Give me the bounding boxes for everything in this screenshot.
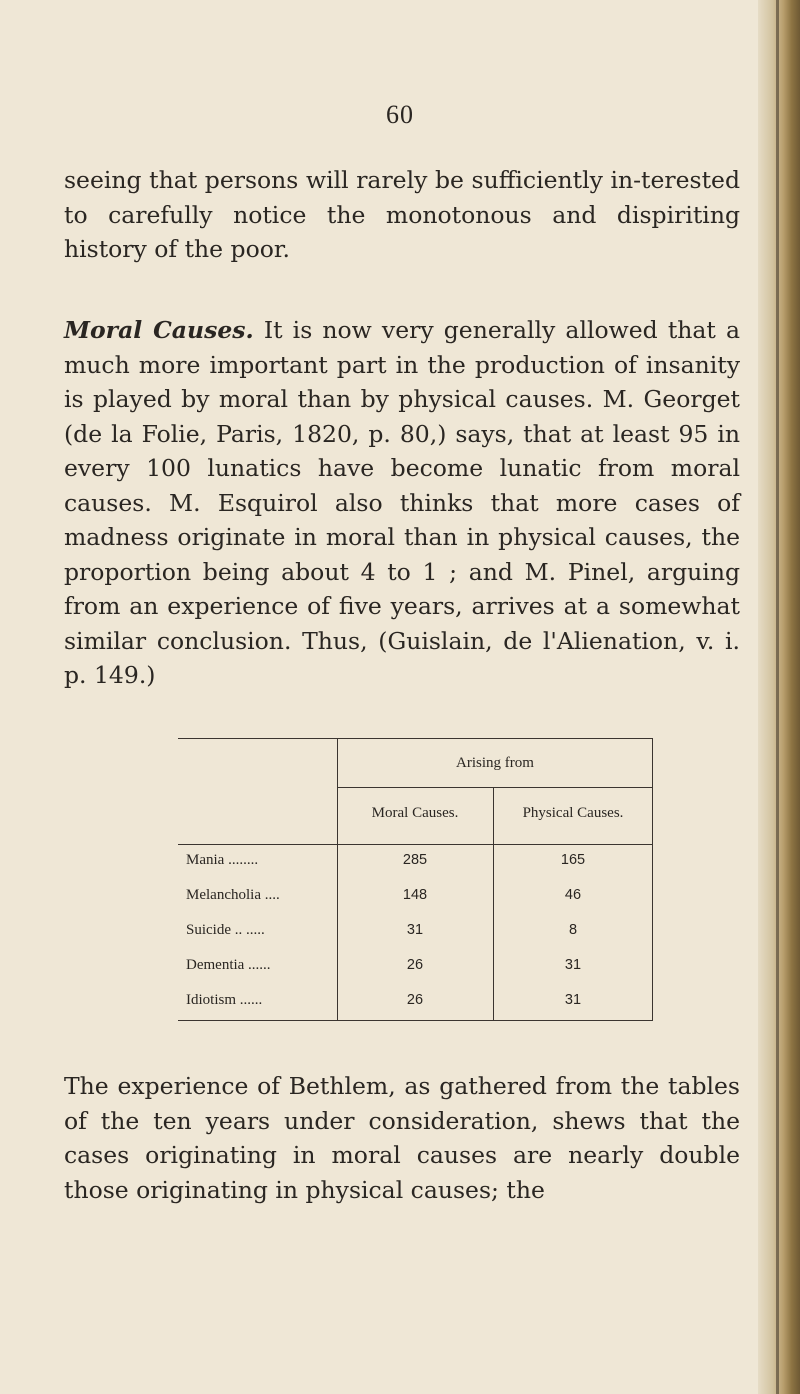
physical-value: 46 — [564, 887, 582, 903]
moral-value: 26 — [406, 992, 424, 1008]
table-row — [178, 948, 653, 982]
table-row — [178, 843, 653, 877]
moral-value: 31 — [406, 922, 424, 938]
row-label: Idiotism ...... — [186, 992, 263, 1008]
table-row — [178, 983, 653, 1017]
moral-value: 26 — [406, 957, 424, 973]
page-number: 60 — [386, 100, 414, 129]
paragraph-bethlem: The experience of Bethlem, as gathered from the tables of the ten years under consideration, shews that the cases originating in moral causes are nearly double those originating in physical causes; the — [64, 1072, 740, 1204]
table-header — [178, 738, 653, 845]
table-row — [178, 878, 653, 912]
physical-value: 8 — [568, 922, 578, 938]
moral-value: 148 — [402, 887, 428, 903]
physical-value: 31 — [564, 992, 582, 1008]
row-label: Suicide .. ..... — [186, 922, 265, 938]
row-label: Melancholia .... — [186, 887, 280, 903]
paragraph-moral-causes — [64, 313, 740, 693]
paragraph-continuation: seeing that persons will rarely be sufficiently in-terested to carefully notice the monotonous and dispiriting history of the poor. — [64, 166, 740, 263]
table-body — [178, 843, 653, 1021]
page-edge — [758, 0, 800, 1394]
header-moral-causes: Moral Causes. — [371, 805, 459, 821]
binding-line — [776, 0, 779, 1394]
table-row — [178, 913, 653, 947]
header-arising-from: Arising from — [456, 755, 534, 771]
moral-value: 285 — [402, 852, 428, 868]
paragraph-body: It is now very generally allowed that a much more important part in the production of insanity is played by moral than by physical causes. M. Georget (de la Folie, Paris, 1820, p. 80,) says, that at least 95 in every 100 lunatics have become lunatic from moral causes. M. Esquirol also thinks that more cases of madness originate in moral than in physical causes, the proportion being about 4 to 1 ; and M. Pinel, arguing from an experience of five years, arrives at a somewhat similar conclusion. Thus, (Guislain, de l'Alienation, v. i. p. 149.) — [64, 316, 741, 689]
row-label: Dementia ...... — [186, 957, 271, 973]
physical-value: 31 — [564, 957, 582, 973]
section-lead: Moral Causes. — [64, 316, 254, 344]
header-physical-causes: Physical Causes. — [522, 805, 624, 821]
row-label: Mania ........ — [186, 852, 259, 868]
physical-value: 165 — [560, 852, 586, 868]
